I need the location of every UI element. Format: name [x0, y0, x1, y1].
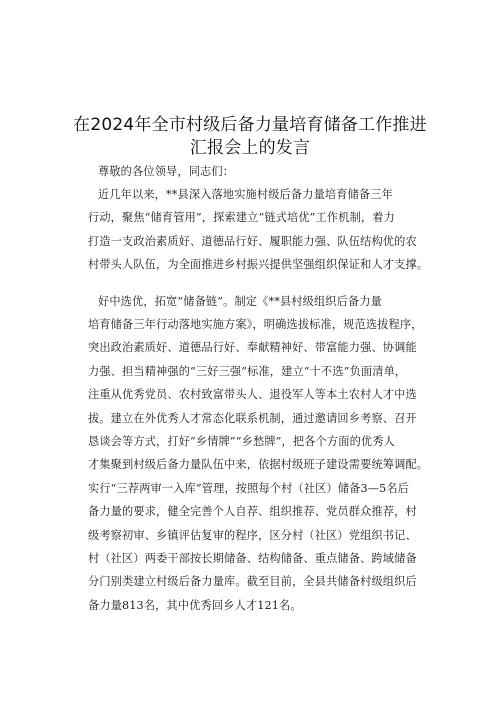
paragraph-2-line: 培育储备三年行动落地实施方案》，明确选拔标准，规范选拔程序，	[88, 318, 423, 331]
paragraph-1-line: 村带头人队伍，为全面推进乡村振兴提供坚强组织保证和人才支撑。	[88, 258, 429, 271]
paragraph-2-line: 才集聚到村级后备力量队伍中来，依据村级班子建设需要统筹调配。	[88, 458, 429, 471]
paragraph-2-line: 村（社区）两委干部按长期储备、结构储备、重点储备、跨域储备	[88, 552, 417, 565]
document-title-line-1: 在2024年全市村级后备力量培育储备工作推进	[73, 115, 427, 135]
paragraph-2-line: 力强、担当精神强的“三好三强”标准，建立“十不选”负面清单，	[88, 365, 407, 378]
paragraph-2-line: 拔。建立在外优秀人才常态化联系机制，通过邀请回乡考察、召开	[88, 412, 417, 425]
paragraph-2-line: 恳谈会等方式，打好“乡情牌”“乡愁牌”，把各个方面的优秀人	[88, 435, 395, 448]
paragraph-2-line: 突出政治素质好、道德品行好、奉献精神好、带富能力强、协调能	[88, 341, 417, 354]
document-title-line-2: 汇报会上的发言	[189, 138, 311, 158]
paragraph-1-line: 近几年以来，**县深入落地实施村级后备力量培育储备三年	[98, 188, 393, 201]
paragraph-2-line: 级考察初审、乡镇评估复审的程序，区分村（社区）党组织书记、	[88, 529, 417, 542]
salutation: 尊敬的各位领导，同志们：	[98, 165, 235, 178]
paragraph-2-line: 备力量的要求，健全完善个人自荐、组织推荐、党员群众推荐，村	[88, 505, 417, 518]
paragraph-2-line: 备力量813名，其中优秀回乡人才121名。	[88, 599, 302, 612]
paragraph-1-line: 行动，聚焦“储育管用”，探索建立“链式培优”工作机制，着力	[88, 211, 395, 224]
paragraph-2-line: 注重从优秀党员、农村致富带头人、退役军人等本土农村人才中选	[88, 388, 417, 401]
paragraph-2-line: 分门别类建立村级后备力量库。截至目前，全县共储备村级组织后	[88, 575, 417, 588]
paragraph-2-line: 实行“三荐两审一入库”管理，按照每个村（社区）储备3—5名后	[88, 482, 410, 495]
paragraph-1-line: 打造一支政治素质好、道德品行好、履职能力强、队伍结构优的农	[88, 235, 417, 248]
paragraph-2-line: 好中选优，拓宽“储备链”。制定《**县村级组织后备力量	[98, 295, 382, 308]
